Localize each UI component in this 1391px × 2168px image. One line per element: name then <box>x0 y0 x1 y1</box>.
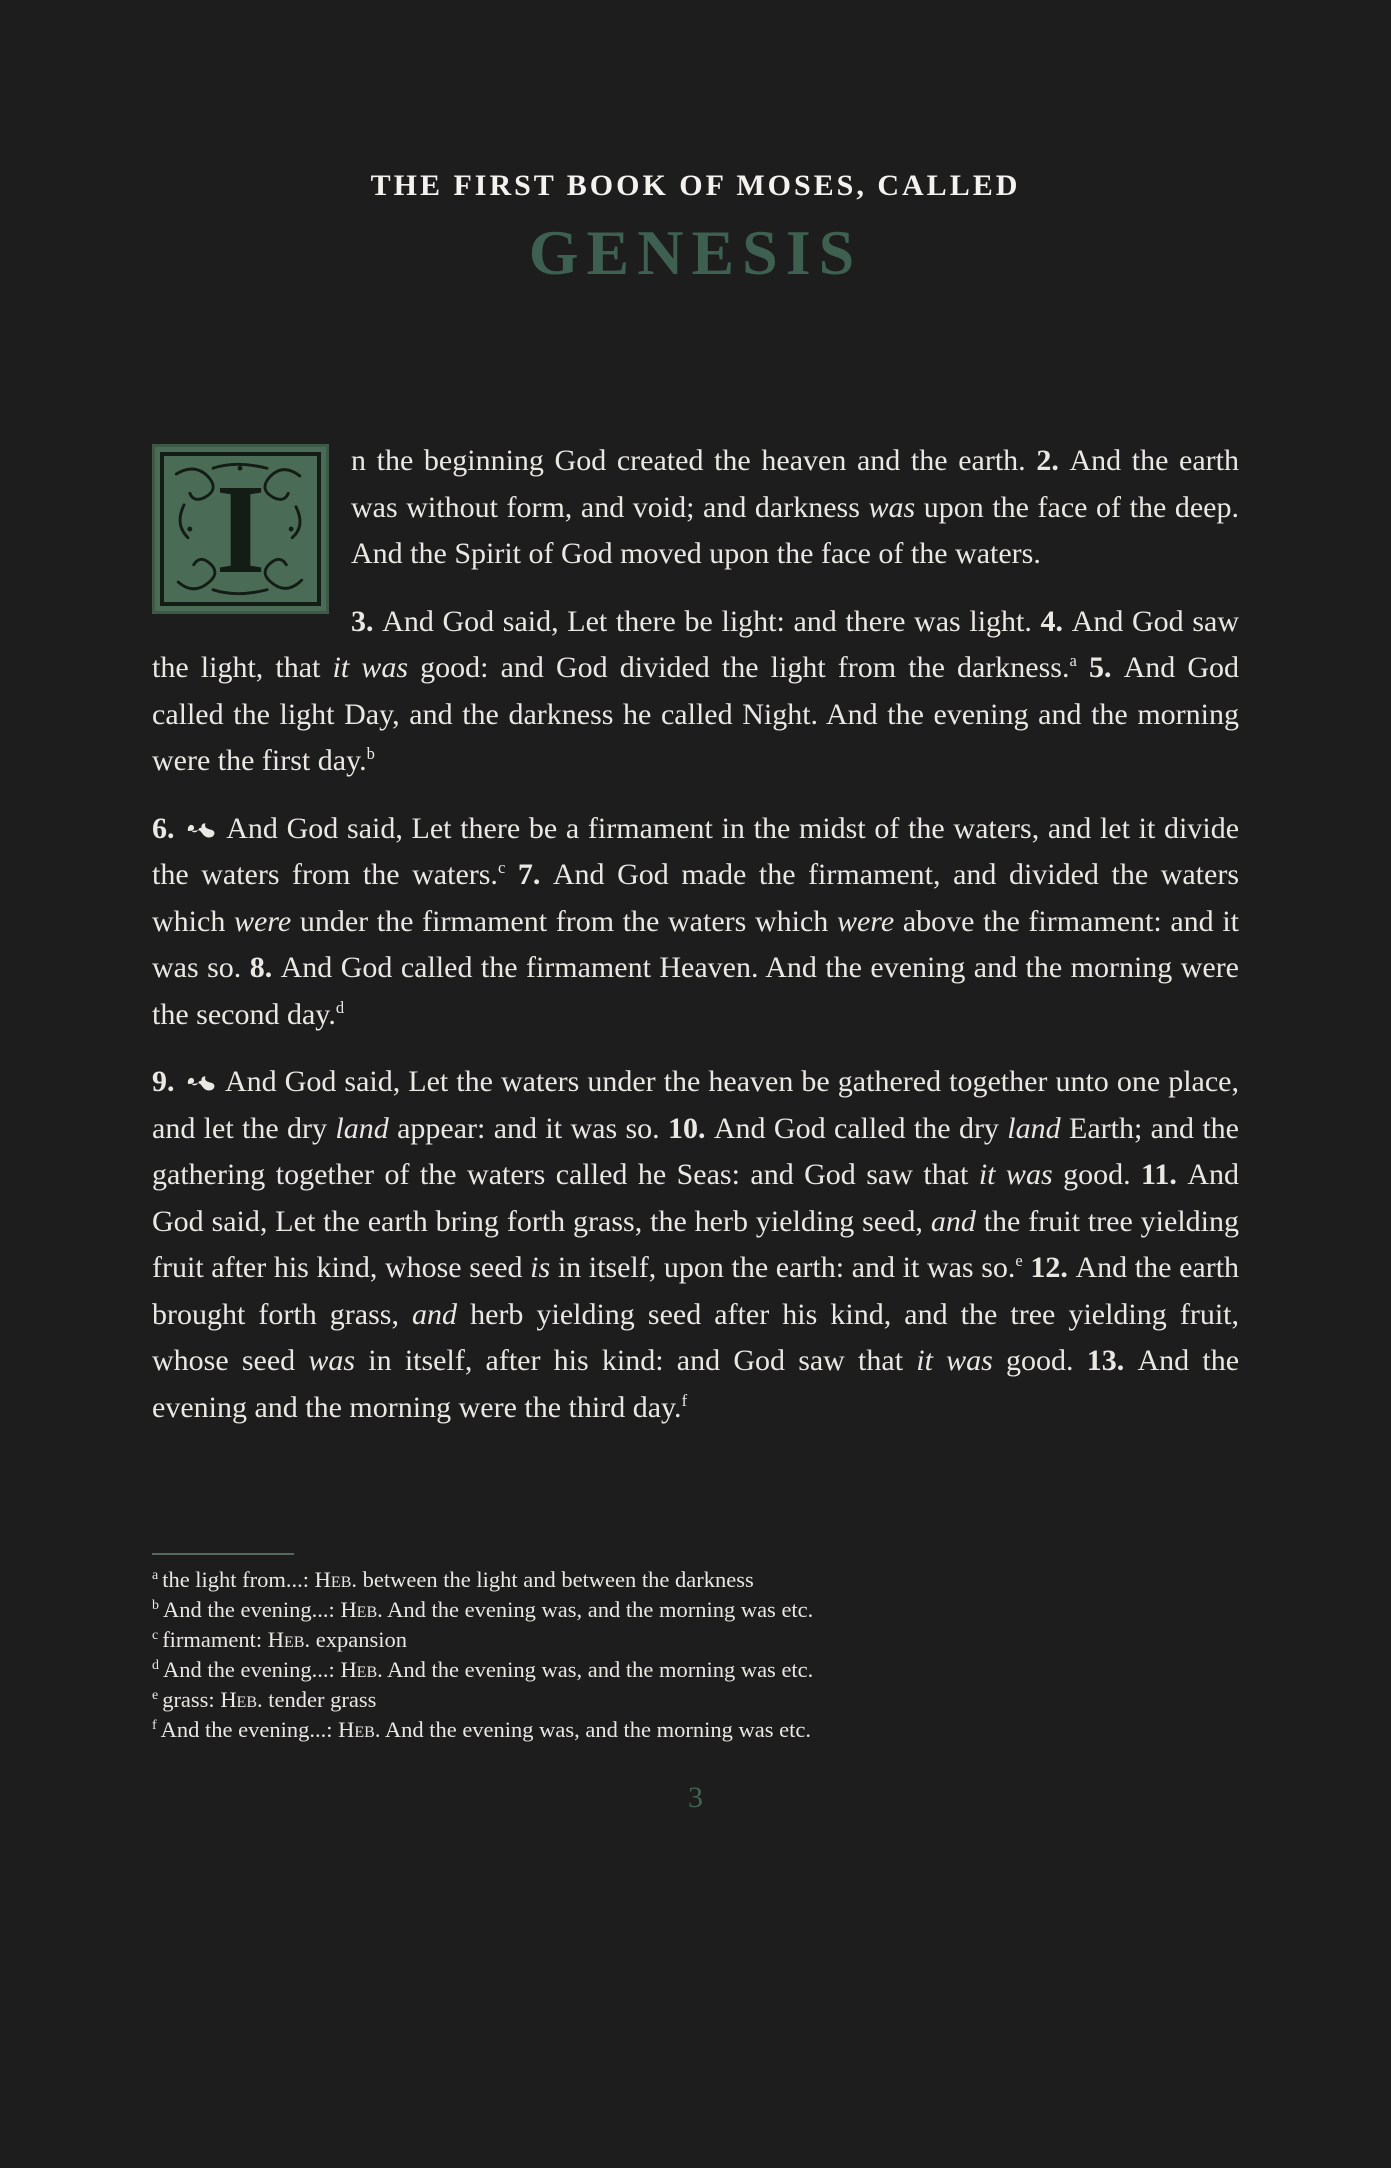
book-title: GENESIS <box>528 217 863 288</box>
page-number: 3 <box>688 1781 703 1815</box>
footnote-row <box>152 1685 1239 1715</box>
verse-paragraph: 9. And God said, Let the waters under the heaven be gathered together unto one place, and let the dry land appear: and it was so. 10. And God called the dry land Earth; and the gathering together of the waters called he Seas: and God saw that it was good. 11. And God said, Let the earth bring forth grass, the herb yielding seed, and the fruit tree yielding fruit after his kind, whose seed is in itself, upon the earth: and it was so.$^e$ 12. And the earth brought forth grass, and herb yielding seed after his kind, and the tree yielding fruit, whose seed was in itself, after his kind: and God saw that it was good. 13. And the evening and the morning were the third day.$^f$ <box>152 1065 1240 1424</box>
footnote-letter: d <box>152 1657 159 1673</box>
footnote-text: And the evening was, and the morning was etc. <box>382 1657 814 1683</box>
footnote-phrase: firmament: <box>162 1627 268 1653</box>
footnote-heb-label: Heb. <box>338 1717 381 1743</box>
footnote-text: between the light and between the darkness <box>357 1567 754 1593</box>
verse-paragraph: 3. And God said, Let there be light: and there was light. 4. And God saw the light, that it was good: and God divided the light from the darkness.$^a$ 5. And God called the light Day, and the darkness he called Night. And the evening and the morning were the first day.$^b$ <box>152 604 1240 778</box>
text-column <box>152 168 1239 1815</box>
bible-page <box>0 168 1391 2168</box>
footnote-heb-label: Heb. <box>267 1627 311 1653</box>
footnote-phrase: And the evening...: <box>162 1657 341 1683</box>
footnote-row <box>152 1625 1239 1655</box>
footnote-phrase: And the evening...: <box>160 1717 339 1743</box>
footnote-text: expansion <box>310 1627 407 1653</box>
footnote-letter: e <box>152 1687 159 1703</box>
footnote-row <box>152 1655 1239 1685</box>
drop-cap <box>152 444 329 614</box>
footnote-text: tender grass <box>262 1687 377 1713</box>
footnote-row <box>152 1595 1239 1625</box>
footnote-letter: c <box>152 1627 159 1643</box>
footnote-phrase: the light from...: <box>162 1567 315 1593</box>
book-kicker: THE FIRST BOOK OF MOSES, CALLED <box>370 169 1021 202</box>
footnote-divider <box>152 1553 294 1555</box>
footnote-letter: a <box>152 1567 159 1583</box>
verse-paragraph <box>152 438 1240 601</box>
footnote-text: And the evening was, and the morning was etc. <box>380 1717 811 1743</box>
fleuron-icon <box>186 1074 216 1093</box>
footnote-heb-label: Heb. <box>340 1657 383 1683</box>
footnote-letter: b <box>152 1597 159 1613</box>
verse-paragraph: 6. And God said, Let there be a firmament in the midst of the waters, and let it divide the waters from the waters.$^c$ 7. And God made the firmament, and divided the waters which were under the firmament from the waters which were above the firmament: and it was so. 8. And God called the firmament Heaven. And the evening and the morning were the second day.$^d$ <box>152 811 1240 1031</box>
footnote-heb-label: Heb. <box>340 1597 383 1623</box>
drop-cap-letter: I <box>215 458 266 601</box>
footnote-letter: f <box>152 1717 157 1733</box>
footnotes-block <box>152 1553 1239 1745</box>
footnote-phrase: And the evening...: <box>162 1597 341 1623</box>
footnote-row <box>152 1715 1239 1745</box>
footnote-heb-label: Heb. <box>314 1567 357 1593</box>
scripture-body <box>152 438 1239 1431</box>
fleuron-icon <box>186 821 216 840</box>
footnote-phrase: grass: <box>162 1687 221 1713</box>
footnote-text: And the evening was, and the morning was etc. <box>382 1597 814 1623</box>
verse-text: n the beginning God created the heaven and the earth. 2. And the earth was without form, and void; and darkness was upon the face of the deep. And the Spirit of God moved upon the face of the waters. <box>351 444 1240 571</box>
footnote-row <box>152 1565 1239 1595</box>
footnote-heb-label: Heb. <box>220 1687 263 1713</box>
